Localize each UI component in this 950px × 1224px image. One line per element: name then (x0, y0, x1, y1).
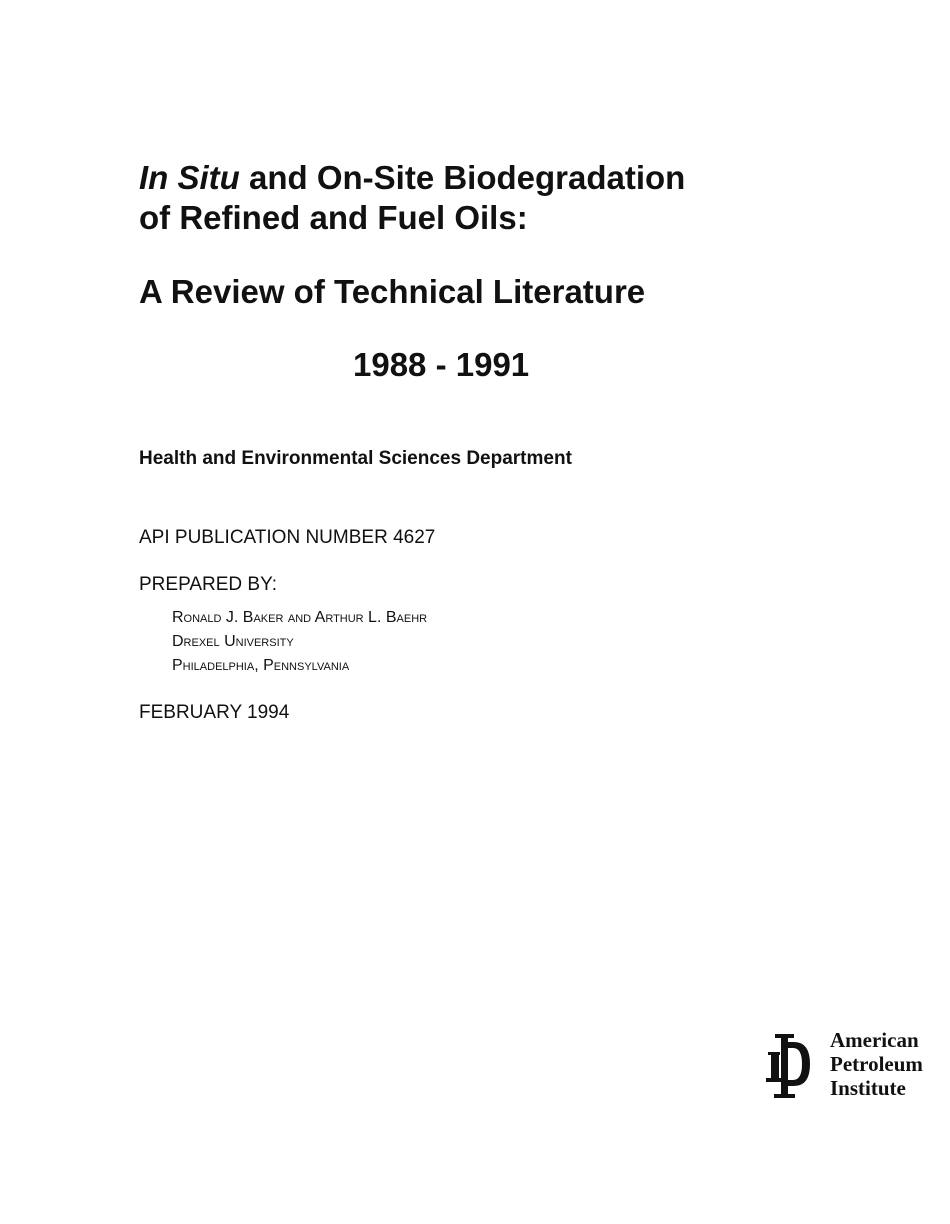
institution-location: Philadelphia, Pennsylvania (172, 657, 350, 674)
title-italic: In Situ (139, 159, 240, 196)
logo-line-petroleum: Petroleum (830, 1052, 923, 1076)
publication-date: FEBRUARY 1994 (139, 702, 290, 723)
publication-number: API PUBLICATION NUMBER 4627 (139, 527, 436, 548)
api-logo (762, 1028, 942, 1108)
title-line-1 (139, 158, 685, 198)
department-name: Health and Environmental Sciences Department (139, 448, 572, 469)
author-names: Ronald J. Baker and Arthur L. Baehr (172, 609, 428, 626)
title-line-2: of Refined and Fuel Oils: (139, 199, 528, 236)
api-wordmark (830, 1028, 923, 1100)
logo-line-american: American (830, 1028, 919, 1052)
prepared-by-label: PREPARED BY: (139, 574, 277, 595)
document-subtitle: A Review of Technical Literature (139, 273, 646, 310)
title-line-1-rest: and On-Site Biodegradation (239, 159, 686, 196)
api-monogram-icon (762, 1030, 814, 1102)
preparer-block (172, 606, 427, 678)
year-range: 1988 - 1991 (353, 346, 530, 383)
document-title (139, 158, 685, 238)
institution-name: Drexel University (172, 633, 294, 650)
logo-line-institute: Institute (830, 1076, 906, 1100)
